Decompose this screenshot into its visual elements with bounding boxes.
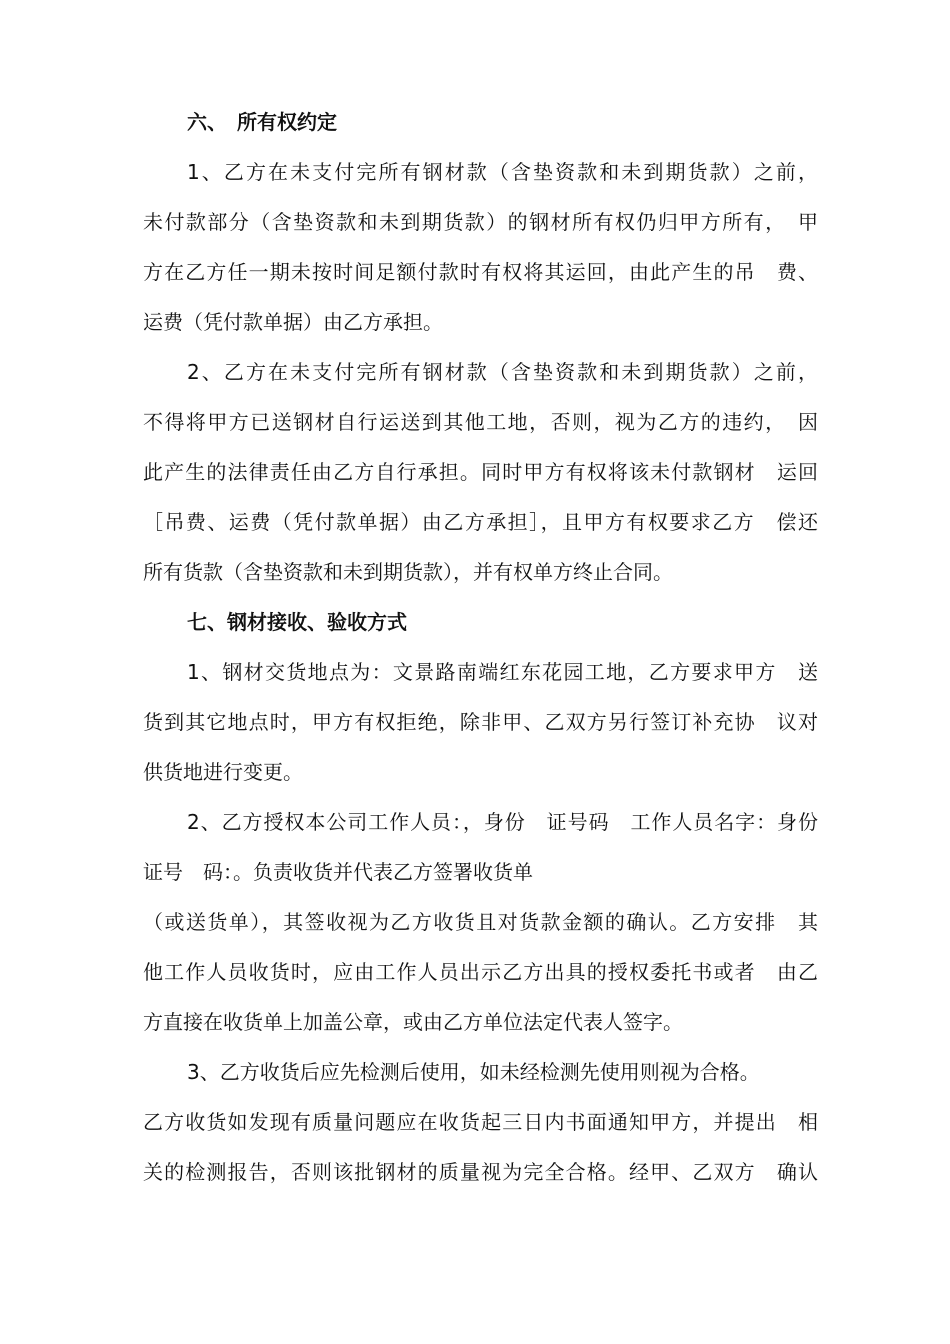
paragraph-line: 他工作人员收货时，应由工作人员出示乙方出具的授权委托书或者 由乙 [143,960,818,984]
paragraph-line: （或送货单），其签收视为乙方收货且对货款金额的确认。乙方安排 其 [143,910,818,934]
paragraph-line: 1、乙方在未支付完所有钢材款（含垫资款和未到期货款）之前， [187,160,818,184]
paragraph-line: 3、乙方收货后应先检测后使用，如未经检测先使用则视为合格。 [187,1060,760,1084]
paragraph-line: 货到其它地点时，甲方有权拒绝，除非甲、乙双方另行签订补充协 议对 [143,710,818,734]
paragraph-line: 方直接在收货单上加盖公章，或由乙方单位法定代表人签字。 [143,1010,683,1034]
paragraph-line: 1、钢材交货地点为：文景路南端红东花园工地，乙方要求甲方 送 [187,660,818,684]
paragraph-line: 2、乙方授权本公司工作人员：，身份 证号码 工作人员名字：身份 [187,810,818,834]
paragraph-line: 未付款部分（含垫资款和未到期货款）的钢材所有权仍归甲方所有， 甲 [143,210,818,234]
paragraph-line: 供货地进行变更。 [143,760,303,784]
paragraph-line: 证号 码：。负责收货并代表乙方签署收货单 [143,860,533,884]
paragraph-line: ［吊费、运费（凭付款单据）由乙方承担］，且甲方有权要求乙方 偿还 [143,510,818,534]
paragraph-line: 2、乙方在未支付完所有钢材款（含垫资款和未到期货款）之前， [187,360,818,384]
section-heading-receipt-acceptance: 七、钢材接收、验收方式 [187,610,407,634]
paragraph-line: 此产生的法律责任由乙方自行承担。同时甲方有权将该未付款钢材 运回 [143,460,818,484]
section-heading-ownership: 六、 所有权约定 [187,110,337,134]
paragraph-line: 不得将甲方已送钢材自行运送到其他工地，否则，视为乙方的违约， 因 [143,410,818,434]
paragraph-line: 关的检测报告，否则该批钢材的质量视为完全合格。经甲、乙双方 确认 [143,1160,818,1184]
paragraph-line: 运费（凭付款单据）由乙方承担。 [143,310,443,334]
paragraph-line: 所有货款（含垫资款和未到期货款），并有权单方终止合同。 [143,560,673,584]
paragraph-line: 方在乙方任一期未按时间足额付款时有权将其运回，由此产生的吊 费、 [143,260,818,284]
paragraph-line: 乙方收货如发现有质量问题应在收货起三日内书面通知甲方，并提出 相 [143,1110,818,1134]
